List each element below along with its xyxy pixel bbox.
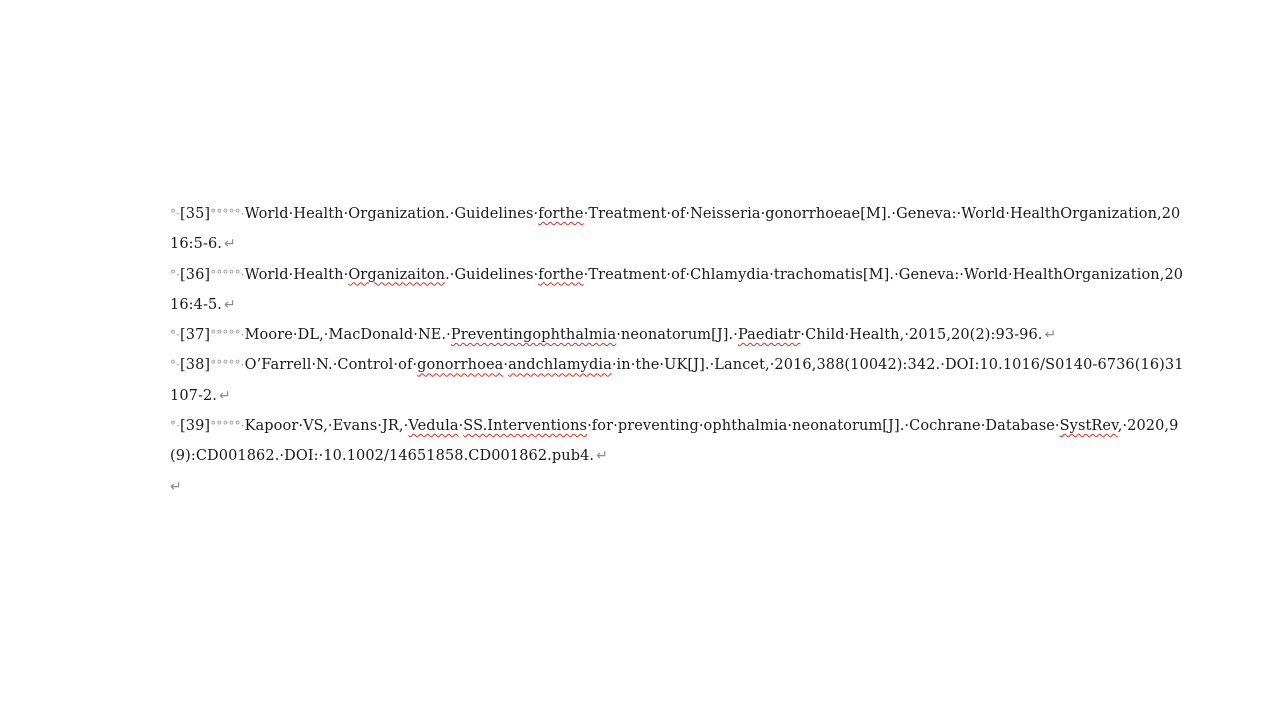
reference-text: Kapoor·VS,·Evans·JR,· (244, 418, 409, 435)
spelling-error-word: Preventingophthalmia (450, 327, 617, 344)
reference-text: · (458, 418, 464, 435)
spelling-error-word: forthe (538, 206, 584, 222)
spelling-error-word: forthe (538, 266, 584, 283)
reference-item[interactable] (170, 320, 1188, 350)
reference-number: [38] (180, 357, 211, 374)
reference-text: .·Guidelines· (445, 266, 539, 283)
paragraph-mark-icon: ↵ (224, 236, 236, 253)
format-mark-leader: °· (170, 328, 181, 343)
reference-text: World·Health· (244, 266, 349, 283)
spelling-error-word: Vedula (408, 418, 459, 435)
reference-text: ·Treatment·of·Chlamydia·trachomatis[M].·Geneva:·World·HealthOrganization,2016:4-5. (170, 266, 1184, 313)
reference-number: [39] (180, 418, 211, 435)
paragraph-mark-icon: ↵ (596, 448, 608, 465)
reference-text: ·neonatorum[J].· (616, 327, 738, 344)
empty-paragraph[interactable] (170, 472, 1188, 502)
reference-text: O’Farrell·N.·Control·of· (244, 357, 418, 374)
reference-list (170, 199, 1188, 502)
format-mark-leader: °· (170, 358, 181, 373)
spelling-error-word: Paediatr (737, 327, 801, 344)
reference-item[interactable] (170, 199, 1188, 260)
reference-number: [36] (180, 266, 211, 283)
format-mark-leader: °· (170, 419, 181, 434)
reference-item[interactable] (170, 350, 1188, 411)
reference-text: ·in·the·UK[J].·Lancet,·2016,388(10042):342.·DOI:10.1016/S0140-6736(16)31107-2. (170, 357, 1184, 404)
reference-text: ·for·preventing·ophthalmia·neonatorum[J].·Cochrane·Database· (587, 418, 1060, 435)
spelling-error-word: andchlamydia (508, 357, 612, 374)
reference-item[interactable] (170, 260, 1188, 321)
reference-text: World·Health·Organization.·Guidelines· (244, 206, 539, 222)
paragraph-mark-icon: ↵ (1044, 327, 1057, 344)
reference-text: Moore·DL,·MacDonald·NE.· (244, 327, 451, 344)
paragraph-mark-icon: ↵ (170, 478, 182, 495)
reference-number: [37] (180, 327, 211, 344)
format-mark-tab: °°°°°· (210, 328, 245, 343)
spelling-error-word: gonorrhoea (417, 357, 504, 374)
reference-item[interactable] (170, 411, 1188, 472)
reference-text: ·Child·Health,·2015,20(2):93-96. (800, 327, 1043, 344)
format-mark-tab: °°°°°· (210, 207, 245, 221)
format-mark-leader: °· (170, 267, 181, 282)
paragraph-mark-icon: ↵ (219, 387, 231, 404)
reference-text: · (503, 357, 509, 374)
reference-text: ,·2020,9(9):CD001862.·DOI:·10.1002/14651858.CD001862.pub4. (170, 418, 1179, 465)
format-mark-tab: °°°°°· (210, 267, 245, 282)
reference-text: ·Treatment·of·Neisseria·gonorrhoeae[M].·Geneva:·World·HealthOrganization,2016:5-6. (170, 206, 1181, 253)
spelling-error-word: SS.Interventions (463, 418, 588, 435)
reference-number: [35] (180, 206, 211, 222)
spelling-error-word: SystRev (1059, 418, 1118, 435)
paragraph-mark-icon: ↵ (224, 296, 236, 313)
format-mark-tab: °°°°°· (210, 358, 245, 373)
spelling-error-word: Organizaiton (348, 266, 446, 283)
format-mark-tab: °°°°°· (210, 419, 245, 434)
format-mark-leader: °· (170, 207, 181, 221)
